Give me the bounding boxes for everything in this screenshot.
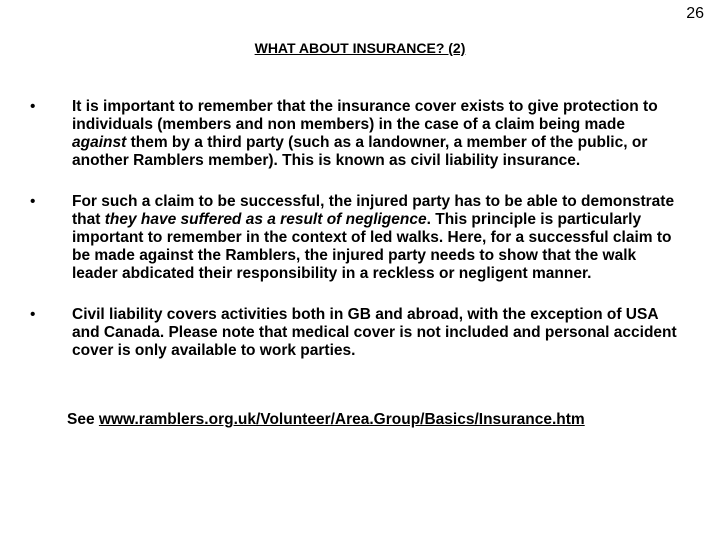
bullet-item [30, 193, 680, 283]
bullet-text: It is important to remember that the insurance cover exists to give protection to individuals (members and non members) in the case of a claim being made against them by a third party (such as a landowner, a member of the public, or another Ramblers member). This is known as civil liability insurance. [72, 98, 658, 169]
bullet-marker: • [30, 98, 36, 115]
page-number: 26 [686, 5, 704, 22]
bullet-item [30, 98, 680, 170]
bullet-text: Civil liability covers activities both in GB and abroad, with the exception of USA and Canada. Please note that medical cover is not included and personal accident cover is only available to work parties. [72, 306, 677, 359]
emphasis-text: against [72, 134, 127, 151]
bullet-marker: • [30, 193, 36, 210]
see-reference [67, 411, 585, 429]
bullet-text: For such a claim to be successful, the injured party has to be able to demonstrate that they have suffered as a result of negligence. This principle is particularly important to remember in the context of led walks. Here, for a successful claim to be made against the Ramblers, the injured party needs to show that the walk leader abdicated their responsibility in a reckless or negligent manner. [72, 193, 675, 282]
bullet-item [30, 306, 680, 360]
bullet-marker: • [30, 306, 36, 323]
see-label: See [67, 411, 95, 428]
bullet-list [30, 98, 680, 383]
emphasis-text: they have suffered as a result of negligence [104, 211, 427, 228]
page-title: WHAT ABOUT INSURANCE? (2) [254, 40, 466, 56]
insurance-link[interactable]: www.ramblers.org.uk/Volunteer/Area.Group/Basics/Insurance.htm [98, 411, 585, 428]
